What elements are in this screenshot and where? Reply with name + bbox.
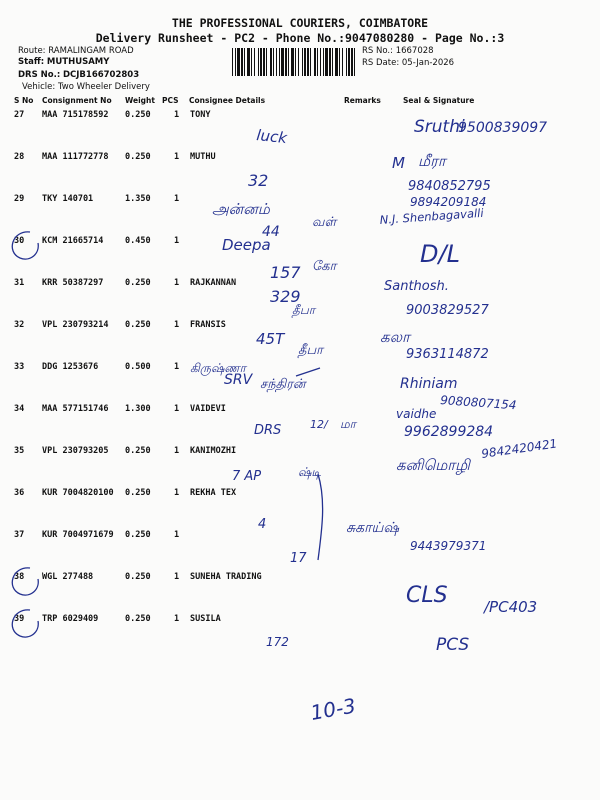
handwritten-phone: 9842420421 <box>480 436 559 461</box>
pen-stroke <box>318 474 323 560</box>
drs-label: DRS No.: <box>18 70 61 80</box>
rs-date-value: 05-Jan-2026 <box>401 58 455 68</box>
handwritten-note: DRS <box>254 423 282 438</box>
drs-value: DCJB166702803 <box>62 70 140 80</box>
handwritten-phone: 9840852795 <box>408 179 491 194</box>
handwritten-signature: அன்னம் <box>212 200 270 218</box>
row-consignment: TRP 6029409 <box>42 614 99 624</box>
row-weight: 0.250 <box>125 110 151 120</box>
row-consignee: KANIMOZHI <box>190 446 237 456</box>
staff-label: Staff: <box>18 57 45 67</box>
rs-date-label: RS Date: <box>362 58 400 68</box>
pen-stroke <box>296 368 320 376</box>
handwritten-signature: கனிமொழி <box>396 456 470 474</box>
handwritten-signature: கலா <box>380 328 410 346</box>
row-consignment: DDG 1253676 <box>42 362 99 372</box>
row-consignment: VPL 230793205 <box>42 446 109 456</box>
row-consignment: KCM 21665714 <box>42 236 104 246</box>
handwritten-signature: சந்திரன் <box>260 377 306 392</box>
row-consignment: KUR 7004820100 <box>42 488 114 498</box>
circle-mark-30 <box>12 232 38 259</box>
column-header-consignee: Consignee Details <box>189 96 266 105</box>
row-pcs: 1 <box>174 530 180 540</box>
row-sno: 28 <box>14 152 25 162</box>
row-consignment: MAA 111772778 <box>42 152 109 162</box>
row-sno: 30 <box>14 236 25 246</box>
column-header-pcs: PCS <box>162 96 179 105</box>
row-pcs: 1 <box>174 614 180 624</box>
row-weight: 0.250 <box>125 572 151 582</box>
circle-mark-38 <box>12 568 38 595</box>
handwritten-time: 10-3 <box>308 693 358 725</box>
column-header-seal-signature: Seal & Signature <box>403 96 475 105</box>
handwritten-signature: தீபா <box>292 303 316 317</box>
handwritten-phone: 9443979371 <box>410 539 487 553</box>
handwritten-signature: கிருஷ்ணா <box>190 361 246 375</box>
row-sno: 29 <box>14 194 25 204</box>
row-consignment: KUR 7004971679 <box>42 530 114 540</box>
handwritten-signature: 12/ <box>310 418 328 431</box>
row-weight: 1.300 <box>125 404 151 414</box>
handwritten-status: PCS <box>436 635 470 655</box>
row-weight: 0.500 <box>125 362 151 372</box>
row-sno: 37 <box>14 530 25 540</box>
handwritten-note: 44 <box>262 224 280 240</box>
row-consignment: TKY 140701 <box>42 194 94 204</box>
handwritten-signature: தீபா <box>298 343 323 358</box>
vehicle-label: Vehicle: <box>22 82 56 92</box>
row-pcs: 1 <box>174 278 180 288</box>
circle-mark-39 <box>12 610 38 637</box>
column-header-consignment: Consignment No <box>42 96 112 105</box>
route-value: RAMALINGAM ROAD <box>48 46 134 56</box>
row-consignee: RAJKANNAN <box>190 278 237 288</box>
rs-no-label: RS No.: <box>362 46 393 56</box>
row-pcs: 1 <box>174 110 180 120</box>
row-consignee: SUSILA <box>190 614 221 624</box>
row-consignee: MUTHU <box>190 152 216 162</box>
handwritten-signature: மா <box>340 417 356 431</box>
row-weight: 0.250 <box>125 488 151 498</box>
row-weight: 0.250 <box>125 152 151 162</box>
row-consignee: REKHA TEX <box>190 488 237 498</box>
handwritten-signature: M <box>392 154 405 172</box>
handwritten-phone: 9500839097 <box>458 120 548 136</box>
column-header-sno: S No <box>14 96 34 105</box>
handwritten-signature: வள் <box>312 215 337 230</box>
row-weight: 0.250 <box>125 278 151 288</box>
document-subtitle: Delivery Runsheet - PC2 - Phone No.:9047080280 - Page No.:3 <box>95 31 505 45</box>
staff-value: MUTHUSAMY <box>46 57 110 67</box>
handwritten-status: D/L <box>420 240 460 268</box>
handwritten-signature: Rhiniam <box>400 376 458 392</box>
row-weight: 1.350 <box>125 194 151 204</box>
row-weight: 0.250 <box>125 530 151 540</box>
row-sno: 32 <box>14 320 25 330</box>
handwritten-note: 7 AP <box>232 469 262 484</box>
row-pcs: 1 <box>174 194 180 204</box>
row-consignee: FRANSIS <box>190 320 226 330</box>
document-title: THE PROFESSIONAL COURIERS, COIMBATORE <box>171 16 429 30</box>
row-pcs: 1 <box>174 362 180 372</box>
handwritten-note: 32 <box>248 171 269 190</box>
handwritten-signature: மீரா <box>418 152 446 170</box>
row-sno: 38 <box>14 572 25 582</box>
row-consignment: KRR 50387297 <box>42 278 104 288</box>
handwritten-note: 329 <box>270 287 301 306</box>
row-pcs: 1 <box>174 488 180 498</box>
row-consignment: VPL 230793214 <box>42 320 109 330</box>
row-pcs: 1 <box>174 446 180 456</box>
row-sno: 27 <box>14 110 25 120</box>
column-header-remarks: Remarks <box>344 96 381 105</box>
row-sno: 31 <box>14 278 25 288</box>
handwritten-signature: Sruthi <box>414 117 465 137</box>
handwritten-note: 45T <box>256 330 285 348</box>
row-pcs: 1 <box>174 572 180 582</box>
handwritten-remark: luck <box>255 126 288 148</box>
handwritten-note: /PC403 <box>484 598 538 616</box>
row-sno: 39 <box>14 614 25 624</box>
handwritten-signature: vaidhe <box>396 407 437 421</box>
handwritten-note: 17 <box>290 551 307 566</box>
handwritten-phone: 9003829527 <box>406 303 489 318</box>
row-sno: 33 <box>14 362 25 372</box>
handwritten-status: CLS <box>406 583 448 608</box>
row-sno: 35 <box>14 446 25 456</box>
row-weight: 0.250 <box>125 614 151 624</box>
handwritten-phone: 9962899284 <box>404 424 494 440</box>
handwritten-note: 157 <box>270 263 301 282</box>
row-consignment: MAA 577151746 <box>42 404 109 414</box>
handwritten-signature: சுகாய்ஷ் <box>346 520 400 536</box>
handwritten-phone: 9363114872 <box>406 347 489 362</box>
handwritten-note: 4 <box>258 517 267 532</box>
handwritten-phone: 9894209184 <box>410 195 487 209</box>
row-sno: 36 <box>14 488 25 498</box>
row-consignment: WGL 277488 <box>42 572 94 582</box>
row-pcs: 1 <box>174 404 180 414</box>
row-pcs: 1 <box>174 152 180 162</box>
row-consignment: MAA 715178592 <box>42 110 109 120</box>
handwritten-name: N.J. Shenbagavalli <box>379 205 485 227</box>
row-weight: 0.450 <box>125 236 151 246</box>
row-pcs: 1 <box>174 236 180 246</box>
row-weight: 0.250 <box>125 446 151 456</box>
route-label: Route: <box>18 46 46 56</box>
row-consignee: TONY <box>190 110 211 120</box>
row-pcs: 1 <box>174 320 180 330</box>
row-consignee: VAIDEVI <box>190 404 226 414</box>
row-weight: 0.250 <box>125 320 151 330</box>
handwritten-name: Santhosh. <box>384 279 449 294</box>
handwritten-signature: ஷ்டி <box>298 465 321 479</box>
vehicle-value: Two Wheeler Delivery <box>57 82 150 92</box>
rs-no-value: 1667028 <box>395 46 434 56</box>
handwritten-name: Deepa <box>222 236 271 254</box>
handwritten-note: 172 <box>266 635 289 649</box>
handwritten-signature: SRV <box>224 372 253 388</box>
row-consignee: SUNEHA TRADING <box>190 572 262 582</box>
row-sno: 34 <box>14 404 25 414</box>
handwritten-signature: கோ <box>312 259 337 274</box>
column-header-weight: Weight <box>125 96 155 105</box>
handwritten-phone: 9080807154 <box>439 393 517 413</box>
